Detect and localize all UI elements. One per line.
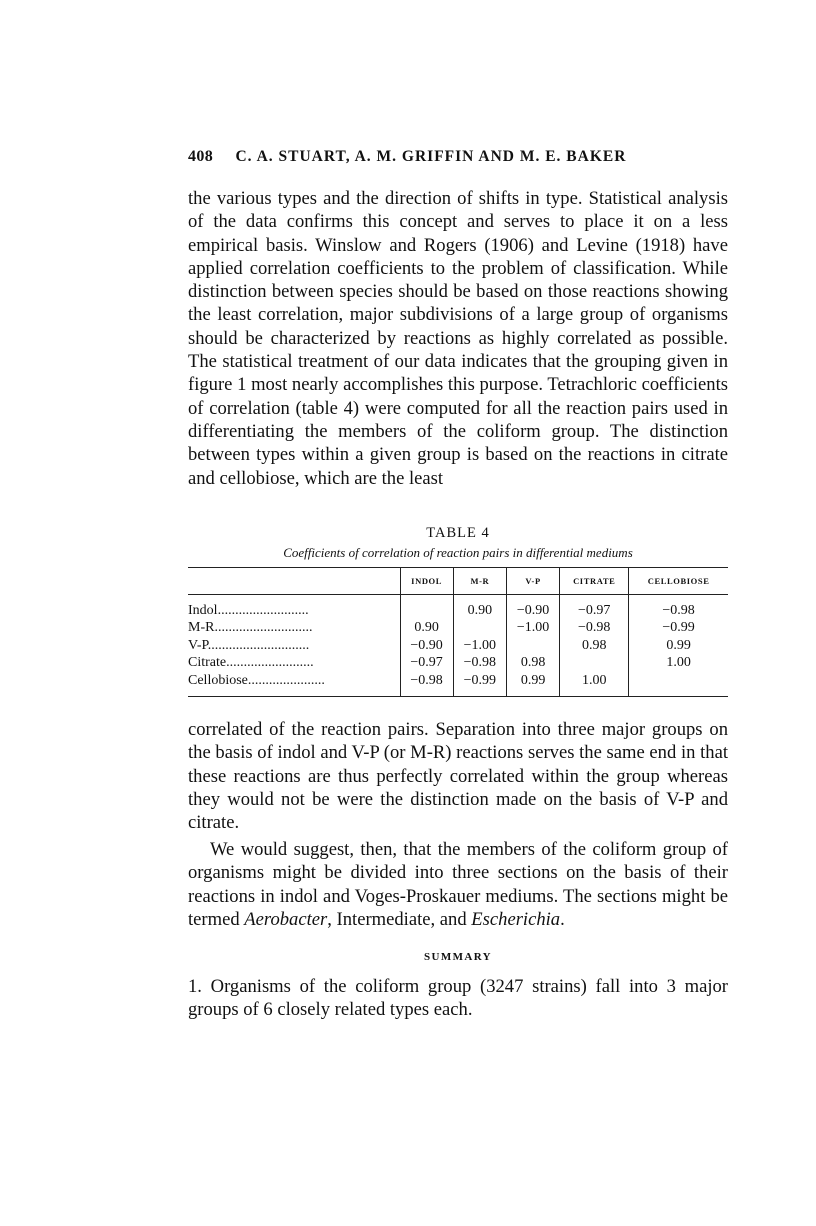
table-cell: −1.00 <box>506 620 559 638</box>
table-cell: 0.90 <box>400 620 453 638</box>
table-row <box>188 655 728 673</box>
row-label: Cellobiose...................... <box>188 672 400 696</box>
genus-escherichia: Escherichia <box>471 908 561 930</box>
table-caption: Coefficients of correlation of reaction pairs in differential mediums <box>283 545 633 560</box>
row-label: Indol.......................... <box>188 602 309 618</box>
table-cell: −0.90 <box>400 637 453 655</box>
table-row <box>188 637 728 655</box>
table-cell <box>560 655 629 673</box>
table-cell: 0.99 <box>629 637 728 655</box>
table-cell: −0.98 <box>560 620 629 638</box>
page-number: 408 <box>188 148 214 165</box>
row-label: M-R............................ <box>188 620 313 636</box>
authors-line: C. A. STUART, A. M. GRIFFIN AND M. E. BAKER <box>235 148 627 165</box>
table-cell: 0.99 <box>506 672 559 696</box>
table-cell: −0.98 <box>453 655 506 673</box>
column-header: M-R <box>453 568 506 595</box>
summary-item-1: 1. Organisms of the coliform group (3247 strains) fall into 3 major groups of 6 closely related types each. <box>188 976 728 1021</box>
table-row <box>188 595 728 620</box>
table-row <box>188 672 728 696</box>
table-cell: 1.00 <box>560 672 629 696</box>
body-paragraph-2: correlated of the reaction pairs. Separation into three major groups on the basis of indol and V-P (or M-R) reactions serves the same end in that these reactions are thus perfectly correlated within the group whereas they would not be were the distinction made on the basis of V-P and citrate. <box>188 719 728 834</box>
table-header-row <box>188 568 728 595</box>
column-header: CITRATE <box>560 568 629 595</box>
table-row <box>188 620 728 638</box>
correlation-table <box>188 567 728 697</box>
summary-heading: SUMMARY <box>423 951 493 963</box>
table-cell <box>506 637 559 655</box>
table-title: TABLE 4 <box>426 525 490 541</box>
row-label: V-P............................. <box>188 637 310 653</box>
table-cell: 0.98 <box>560 637 629 655</box>
table-cell <box>629 672 728 696</box>
table-cell: −1.00 <box>453 637 506 655</box>
table-cell <box>400 595 453 620</box>
running-header <box>188 148 728 166</box>
table-cell: −0.97 <box>400 655 453 673</box>
table-cell: −0.90 <box>506 595 559 620</box>
table-cell: −0.99 <box>629 620 728 638</box>
table-cell: 1.00 <box>629 655 728 673</box>
column-header: V-P <box>506 568 559 595</box>
table-cell <box>453 620 506 638</box>
table-cell: −0.97 <box>560 595 629 620</box>
table-cell: −0.98 <box>400 672 453 696</box>
body-paragraph-3: We would suggest, then, that the members of the coliform group of organisms might be divided into three sections on the basis of their reactions in indol and Voges-Proskauer mediums. The sections might be termed Aerobacter, Intermediate, and Escherichia. <box>188 839 728 930</box>
body-paragraph-1: the various types and the direction of shifts in type. Statistical analysis of the data confirms this concept and serves to place it on a less empirical basis. Winslow and Rogers (1906) and Levine (1918) have applied correlation coefficients to the problem of classification. While distinction between species should be based on those reactions showing the least correlation, major subdivisions of a large group of organisms should be characterized by reactions as highly correlated as possible. The statistical treatment of our data indicates that the grouping given in figure 1 most nearly accomplishes this purpose. Tetrachloric coefficients of correlation (table 4) were computed for all the reaction pairs used in differentiating the members of the coliform group. The distinction between types within a given group is based on the reactions in citrate and cellobiose, which are the least <box>188 188 728 489</box>
genus-aerobacter: Aerobacter <box>244 908 328 930</box>
row-label: Citrate......................... <box>188 655 314 671</box>
table-cell: −0.99 <box>453 672 506 696</box>
table-header-blank <box>188 568 400 595</box>
table-cell: 0.90 <box>453 595 506 620</box>
table-cell: −0.98 <box>629 595 728 620</box>
column-header: CELLOBIOSE <box>629 568 728 595</box>
table-cell: 0.98 <box>506 655 559 673</box>
column-header: INDOL <box>400 568 453 595</box>
